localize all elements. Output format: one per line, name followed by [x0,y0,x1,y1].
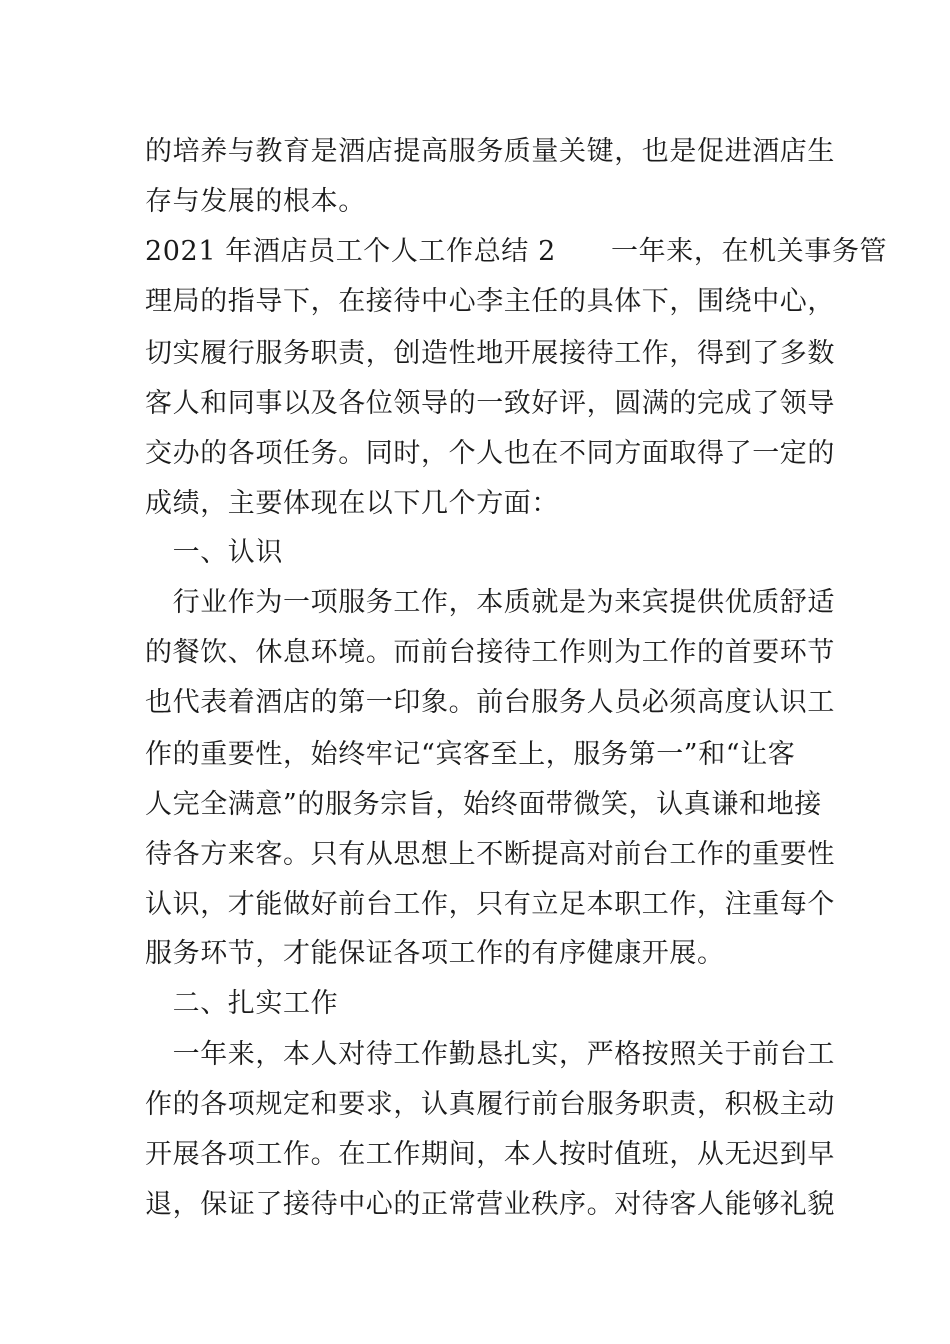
text-line: 作的各项规定和要求，认真履行前台服务职责，积极主动 [145,1089,835,1120]
text-line: 作的重要性，始终牢记“宾客至上，服务第一”和“让客 [145,739,796,770]
text-line: 成绩，主要体现在以下几个方面： [145,488,559,519]
section-heading: 二、扎实工作 [145,988,339,1019]
text-line: 理局的指导下，在接待中心李主任的具体下，围绕中心， [145,286,835,317]
text-line: 退，保证了接待中心的正常营业秩序。对待客人能够礼貌 [145,1189,835,1220]
text-line: 切实履行服务职责，创造性地开展接待工作，得到了多数 [145,338,835,369]
text-line: 的培养与教育是酒店提高服务质量关键，也是促进酒店生 [145,136,835,167]
text-line: 存与发展的根本。 [145,186,366,217]
text-line: 也代表着酒店的第一印象。前台服务人员必须高度认识工 [145,687,835,718]
text-line: 一年来，本人对待工作勤恳扎实，严格按照关于前台工 [145,1039,835,1070]
text-line: 人完全满意”的服务宗旨，始终面带微笑，认真谦和地接 [145,789,822,820]
text-line: 服务环节，才能保证各项工作的有序健康开展。 [145,938,725,969]
text-line: 客人和同事以及各位领导的一致好评，圆满的完成了领导 [145,388,835,419]
text-line: 交办的各项任务。同时，个人也在不同方面取得了一定的 [145,438,835,469]
text-line: 行业作为一项服务工作，本质就是为来宾提供优质舒适 [145,587,835,618]
text-line: 2021 年酒店员工个人工作总结 2 一年来，在机关事务管 [145,236,888,267]
text-line: 认识，才能做好前台工作，只有立足本职工作，注重每个 [145,889,835,920]
text-line: 开展各项工作。在工作期间，本人按时值班，从无迟到早 [145,1139,835,1170]
text-line: 的餐饮、休息环境。而前台接待工作则为工作的首要环节 [145,637,835,668]
section-heading: 一、认识 [145,537,283,568]
text-line: 待各方来客。只有从思想上不断提高对前台工作的重要性 [145,839,835,870]
